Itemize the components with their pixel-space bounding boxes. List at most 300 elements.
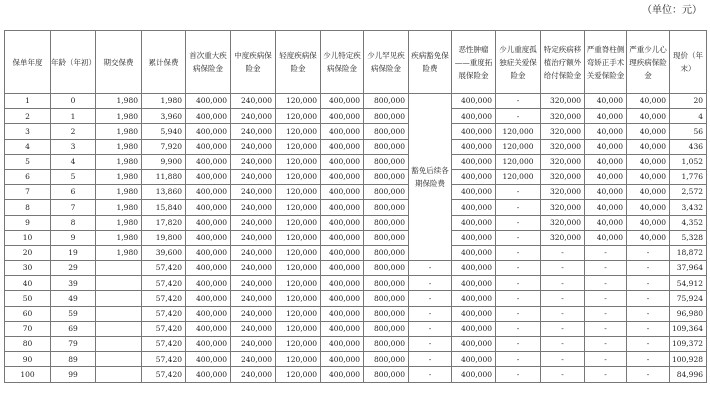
table-cell: - (585, 261, 627, 276)
table-cell: - (496, 261, 541, 276)
table-cell: 120,000 (276, 276, 321, 291)
table-row (5, 109, 707, 124)
table-cell: 79 (51, 337, 96, 352)
table-cell: 10 (5, 230, 51, 245)
table-cell: 240,000 (231, 321, 276, 336)
table-cell: 1,980 (96, 215, 142, 230)
table-cell: - (409, 291, 452, 306)
table-cell: 400,000 (321, 321, 364, 336)
table-cell: 84,996 (670, 367, 707, 382)
table-row (5, 185, 707, 200)
table-cell: 800,000 (364, 215, 409, 230)
table-cell: - (627, 261, 670, 276)
table-cell: 400,000 (452, 367, 496, 382)
benefit-table (4, 30, 707, 383)
table-cell: 400,000 (452, 109, 496, 124)
table-cell: 40,000 (627, 215, 670, 230)
table-cell: 400,000 (452, 337, 496, 352)
table-cell: 120,000 (276, 169, 321, 184)
table-cell: 400,000 (452, 230, 496, 245)
table-cell: 400,000 (186, 139, 231, 154)
table-cell: - (585, 337, 627, 352)
table-cell: 400,000 (186, 352, 231, 367)
table-cell: 1 (51, 109, 96, 124)
table-cell: 40,000 (585, 109, 627, 124)
table-cell: - (585, 367, 627, 382)
table-cell: 120,000 (276, 261, 321, 276)
table-cell: 1,980 (96, 230, 142, 245)
table-cell: 120,000 (496, 154, 541, 169)
table-row (5, 215, 707, 230)
table-row (5, 337, 707, 352)
table-cell: - (409, 261, 452, 276)
table-cell: 29 (51, 261, 96, 276)
table-cell: 400,000 (452, 245, 496, 260)
table-cell: 2,572 (670, 185, 707, 200)
table-cell: 9 (51, 230, 96, 245)
table-cell: 20 (5, 245, 51, 260)
table-cell: 400,000 (186, 306, 231, 321)
table-cell: 240,000 (231, 109, 276, 124)
table-cell: 80 (5, 337, 51, 352)
table-cell: 400,000 (186, 321, 231, 336)
table-cell: 40,000 (585, 154, 627, 169)
table-cell: 240,000 (231, 185, 276, 200)
table-cell: 7 (5, 185, 51, 200)
table-cell: 40 (5, 276, 51, 291)
table-cell: - (409, 321, 452, 336)
table-cell: 400,000 (452, 215, 496, 230)
table-cell: - (496, 245, 541, 260)
table-cell: 40,000 (627, 94, 670, 109)
table-cell: - (496, 306, 541, 321)
table-cell: - (585, 276, 627, 291)
table-cell: 5 (5, 154, 51, 169)
table-cell: 1,980 (96, 169, 142, 184)
table-cell: 4 (5, 139, 51, 154)
table-cell: - (541, 291, 585, 306)
table-cell: 120,000 (276, 109, 321, 124)
col-header: 轻度疾病保险金 (276, 31, 321, 94)
table-cell: 1 (5, 94, 51, 109)
table-cell: 59 (51, 306, 96, 321)
table-cell (96, 321, 142, 336)
table-row (5, 230, 707, 245)
table-cell: 49 (51, 291, 96, 306)
table-cell: 800,000 (364, 245, 409, 260)
table-row (5, 367, 707, 382)
table-cell: 800,000 (364, 94, 409, 109)
table-cell: 109,372 (670, 337, 707, 352)
table-cell: 1,980 (96, 185, 142, 200)
table-cell: 400,000 (452, 321, 496, 336)
table-cell: 6 (51, 185, 96, 200)
table-row (5, 321, 707, 336)
table-cell: 3 (5, 124, 51, 139)
table-cell (96, 367, 142, 382)
table-cell: 120,000 (276, 200, 321, 215)
table-cell: 40,000 (627, 200, 670, 215)
table-cell: 400,000 (321, 276, 364, 291)
table-cell: 1,980 (96, 94, 142, 109)
table-cell: 120,000 (276, 230, 321, 245)
table-cell: 40,000 (585, 230, 627, 245)
table-cell: 400,000 (186, 245, 231, 260)
table-cell (96, 261, 142, 276)
table-cell: 240,000 (231, 337, 276, 352)
table-cell: 19,800 (142, 230, 186, 245)
table-cell: 40,000 (585, 94, 627, 109)
table-cell: 57,420 (142, 367, 186, 382)
table-cell: 436 (670, 139, 707, 154)
table-cell: 30 (5, 261, 51, 276)
table-cell: 37,964 (670, 261, 707, 276)
table-cell: - (627, 321, 670, 336)
table-cell: 1,980 (142, 94, 186, 109)
table-cell: 15,840 (142, 200, 186, 215)
table-cell: 6 (5, 169, 51, 184)
table-cell: 50 (5, 291, 51, 306)
table-cell: 120,000 (276, 139, 321, 154)
table-cell: 240,000 (231, 352, 276, 367)
table-cell: 800,000 (364, 200, 409, 215)
col-header: 特定疾病移植治疗额外给付保险金 (541, 31, 585, 94)
table-cell: 400,000 (186, 94, 231, 109)
table-cell: 13,860 (142, 185, 186, 200)
table-cell: 57,420 (142, 276, 186, 291)
table-cell: 100,928 (670, 352, 707, 367)
table-cell: 39 (51, 276, 96, 291)
table-cell (96, 352, 142, 367)
table-cell: 240,000 (231, 169, 276, 184)
table-cell: 400,000 (186, 276, 231, 291)
table-cell: 1,980 (96, 124, 142, 139)
table-cell: 3,432 (670, 200, 707, 215)
table-cell: 120,000 (496, 139, 541, 154)
table-cell: 120,000 (276, 124, 321, 139)
table-cell: 120,000 (276, 367, 321, 382)
table-cell: - (627, 291, 670, 306)
table-cell: 400,000 (186, 200, 231, 215)
table-cell: 120,000 (276, 291, 321, 306)
table-cell: 17,820 (142, 215, 186, 230)
table-cell: 400,000 (452, 139, 496, 154)
col-header: 疾病豁免保险费 (409, 31, 452, 94)
table-cell: - (409, 367, 452, 382)
table-cell: 7 (51, 200, 96, 215)
table-row (5, 245, 707, 260)
table-cell: 240,000 (231, 291, 276, 306)
table-cell: 400,000 (321, 109, 364, 124)
table-cell: 400,000 (452, 291, 496, 306)
table-cell: 57,420 (142, 352, 186, 367)
table-cell: 320,000 (541, 230, 585, 245)
table-cell: 240,000 (231, 215, 276, 230)
table-cell: - (496, 200, 541, 215)
table-cell: 800,000 (364, 230, 409, 245)
table-cell: 40,000 (585, 215, 627, 230)
table-cell: 400,000 (321, 124, 364, 139)
table-cell (96, 337, 142, 352)
table-cell: 400,000 (452, 306, 496, 321)
table-cell: 400,000 (186, 154, 231, 169)
table-cell: 400,000 (321, 306, 364, 321)
table-cell: 320,000 (541, 154, 585, 169)
table-cell: 320,000 (541, 215, 585, 230)
table-cell: 400,000 (321, 139, 364, 154)
table-cell: - (541, 306, 585, 321)
table-cell: 57,420 (142, 337, 186, 352)
col-header: 严重脊柱侧弯矫正手术关爱保险金 (585, 31, 627, 94)
table-row (5, 276, 707, 291)
table-cell: - (585, 352, 627, 367)
table-cell: - (627, 352, 670, 367)
table-cell: 120,000 (276, 185, 321, 200)
table-cell: 100 (5, 367, 51, 382)
table-cell: 8 (5, 200, 51, 215)
table-cell: 240,000 (231, 124, 276, 139)
table-cell: 800,000 (364, 276, 409, 291)
col-header: 现价（年末） (670, 31, 707, 94)
table-cell: 90 (5, 352, 51, 367)
table-cell: 40,000 (585, 185, 627, 200)
table-cell: 57,420 (142, 291, 186, 306)
table-cell: 1,980 (96, 139, 142, 154)
table-cell: 400,000 (321, 154, 364, 169)
table-cell: 400,000 (452, 169, 496, 184)
table-cell: - (496, 337, 541, 352)
table-cell: 400,000 (321, 367, 364, 382)
table-cell: 400,000 (186, 215, 231, 230)
table-cell: 4,352 (670, 215, 707, 230)
table-cell: 400,000 (186, 261, 231, 276)
table-row (5, 291, 707, 306)
table-cell: - (409, 306, 452, 321)
table-cell: - (627, 306, 670, 321)
table-cell (96, 276, 142, 291)
table-cell: 400,000 (321, 94, 364, 109)
table-row (5, 124, 707, 139)
table-cell: - (496, 321, 541, 336)
table-cell: 320,000 (541, 139, 585, 154)
table-cell: 240,000 (231, 261, 276, 276)
table-cell: 240,000 (231, 245, 276, 260)
table-row (5, 154, 707, 169)
table-cell: 400,000 (186, 367, 231, 382)
table-cell: 5 (51, 169, 96, 184)
table-cell: 400,000 (186, 185, 231, 200)
table-cell: 57,420 (142, 261, 186, 276)
table-cell: - (409, 352, 452, 367)
table-cell: 800,000 (364, 291, 409, 306)
header-row (5, 31, 707, 94)
table-cell: 1,052 (670, 154, 707, 169)
table-cell: 400,000 (452, 352, 496, 367)
table-cell: 320,000 (541, 200, 585, 215)
table-cell: 400,000 (321, 169, 364, 184)
table-cell: 89 (51, 352, 96, 367)
table-row (5, 306, 707, 321)
table-cell: 800,000 (364, 169, 409, 184)
table-cell: 99 (51, 367, 96, 382)
table-cell: 800,000 (364, 154, 409, 169)
table-cell: 4 (670, 109, 707, 124)
table-cell: - (541, 367, 585, 382)
table-cell: 40,000 (627, 109, 670, 124)
table-cell: 400,000 (321, 230, 364, 245)
table-row (5, 94, 707, 109)
table-cell: 40,000 (585, 139, 627, 154)
table-cell: 120,000 (276, 154, 321, 169)
table-cell: - (585, 291, 627, 306)
col-header: 累计保费 (142, 31, 186, 94)
table-cell: - (627, 245, 670, 260)
table-cell: 120,000 (276, 215, 321, 230)
table-cell: 120,000 (276, 94, 321, 109)
table-cell: 320,000 (541, 109, 585, 124)
col-header: 期交保费 (96, 31, 142, 94)
table-cell: 400,000 (452, 185, 496, 200)
table-cell: 19 (51, 245, 96, 260)
table-cell: 400,000 (452, 154, 496, 169)
col-header: 少儿特定疾病保险金 (321, 31, 364, 94)
table-cell: 240,000 (231, 230, 276, 245)
table-cell: 69 (51, 321, 96, 336)
table-cell: 20 (670, 94, 707, 109)
table-cell: 800,000 (364, 367, 409, 382)
table-cell: 800,000 (364, 352, 409, 367)
table-cell: - (496, 352, 541, 367)
table-cell: - (496, 276, 541, 291)
table-cell: 11,880 (142, 169, 186, 184)
table-cell: 2 (51, 124, 96, 139)
table-cell: - (585, 245, 627, 260)
table-cell: 400,000 (186, 291, 231, 306)
table-cell: - (627, 337, 670, 352)
table-cell: 9,900 (142, 154, 186, 169)
col-header: 保单年度 (5, 31, 51, 94)
table-cell: 320,000 (541, 185, 585, 200)
table-cell (96, 291, 142, 306)
table-cell: 40,000 (627, 139, 670, 154)
table-cell: - (496, 291, 541, 306)
table-cell (96, 306, 142, 321)
table-cell: 240,000 (231, 154, 276, 169)
table-cell: 56 (670, 124, 707, 139)
table-cell: 70 (5, 321, 51, 336)
table-cell: 40,000 (585, 200, 627, 215)
table-cell: - (496, 215, 541, 230)
table-cell: 400,000 (452, 200, 496, 215)
table-cell: 7,920 (142, 139, 186, 154)
col-header: 首次重大疾病保险金 (186, 31, 231, 94)
table-cell: 9 (5, 215, 51, 230)
table-cell: 1,980 (96, 154, 142, 169)
table-cell: 400,000 (321, 200, 364, 215)
table-cell: - (541, 337, 585, 352)
table-cell: 800,000 (364, 109, 409, 124)
table-cell: 40,000 (585, 124, 627, 139)
table-cell: 800,000 (364, 306, 409, 321)
table-cell: 120,000 (276, 306, 321, 321)
table-cell: 1,980 (96, 109, 142, 124)
table-row (5, 139, 707, 154)
table-cell: 39,600 (142, 245, 186, 260)
col-header: 少儿重度孤独症关爱保险金 (496, 31, 541, 94)
table-cell: 1,980 (96, 245, 142, 260)
table-cell: - (541, 276, 585, 291)
table-cell: - (496, 230, 541, 245)
table-cell: 40,000 (627, 230, 670, 245)
table-cell: 320,000 (541, 94, 585, 109)
table-cell: 400,000 (186, 109, 231, 124)
table-cell: 400,000 (452, 94, 496, 109)
table-cell: 120,000 (496, 124, 541, 139)
table-cell: 54,912 (670, 276, 707, 291)
table-cell: 60 (5, 306, 51, 321)
col-header: 恶性肿瘤——重度拓展保险金 (452, 31, 496, 94)
table-cell: 40,000 (627, 154, 670, 169)
table-cell: 320,000 (541, 169, 585, 184)
table-cell: - (496, 185, 541, 200)
table-cell: - (627, 367, 670, 382)
table-cell: 240,000 (231, 367, 276, 382)
table-cell: - (496, 109, 541, 124)
table-cell: 400,000 (321, 185, 364, 200)
table-cell: 1,776 (670, 169, 707, 184)
table-cell: 400,000 (321, 245, 364, 260)
table-cell: 2 (5, 109, 51, 124)
table-cell: 400,000 (452, 124, 496, 139)
col-header: 严重少儿心理疾病保险金 (627, 31, 670, 94)
table-cell: - (541, 352, 585, 367)
table-cell: 400,000 (186, 124, 231, 139)
unit-label: （单位：元） (642, 5, 702, 16)
table-cell: 5,328 (670, 230, 707, 245)
table-cell: 109,364 (670, 321, 707, 336)
table-cell: 40,000 (585, 169, 627, 184)
table-cell: 120,000 (276, 352, 321, 367)
table-cell: - (409, 276, 452, 291)
table-cell: 400,000 (186, 230, 231, 245)
table-cell: - (541, 261, 585, 276)
waiver-cell: 豁免后续各期保险费 (409, 94, 452, 261)
col-header: 少儿罕见疾病保险金 (364, 31, 409, 94)
table-cell: - (627, 276, 670, 291)
table-cell: 400,000 (321, 261, 364, 276)
table-row (5, 352, 707, 367)
table-cell: 3 (51, 139, 96, 154)
table-cell: - (496, 367, 541, 382)
table-cell: 320,000 (541, 124, 585, 139)
table-cell: 400,000 (186, 169, 231, 184)
table-cell: - (541, 321, 585, 336)
table-cell: 40,000 (627, 124, 670, 139)
table-cell: 400,000 (452, 261, 496, 276)
col-header: 中度疾病保险金 (231, 31, 276, 94)
table-cell: 120,000 (276, 321, 321, 336)
table-cell: - (585, 321, 627, 336)
table-cell: 400,000 (452, 276, 496, 291)
table-cell: 96,980 (670, 306, 707, 321)
table-cell: 240,000 (231, 139, 276, 154)
table-cell: 800,000 (364, 185, 409, 200)
table-row (5, 169, 707, 184)
table-cell: 1,980 (96, 200, 142, 215)
table-cell: 400,000 (321, 352, 364, 367)
col-header: 年龄（年初） (51, 31, 96, 94)
table-cell: 400,000 (321, 291, 364, 306)
